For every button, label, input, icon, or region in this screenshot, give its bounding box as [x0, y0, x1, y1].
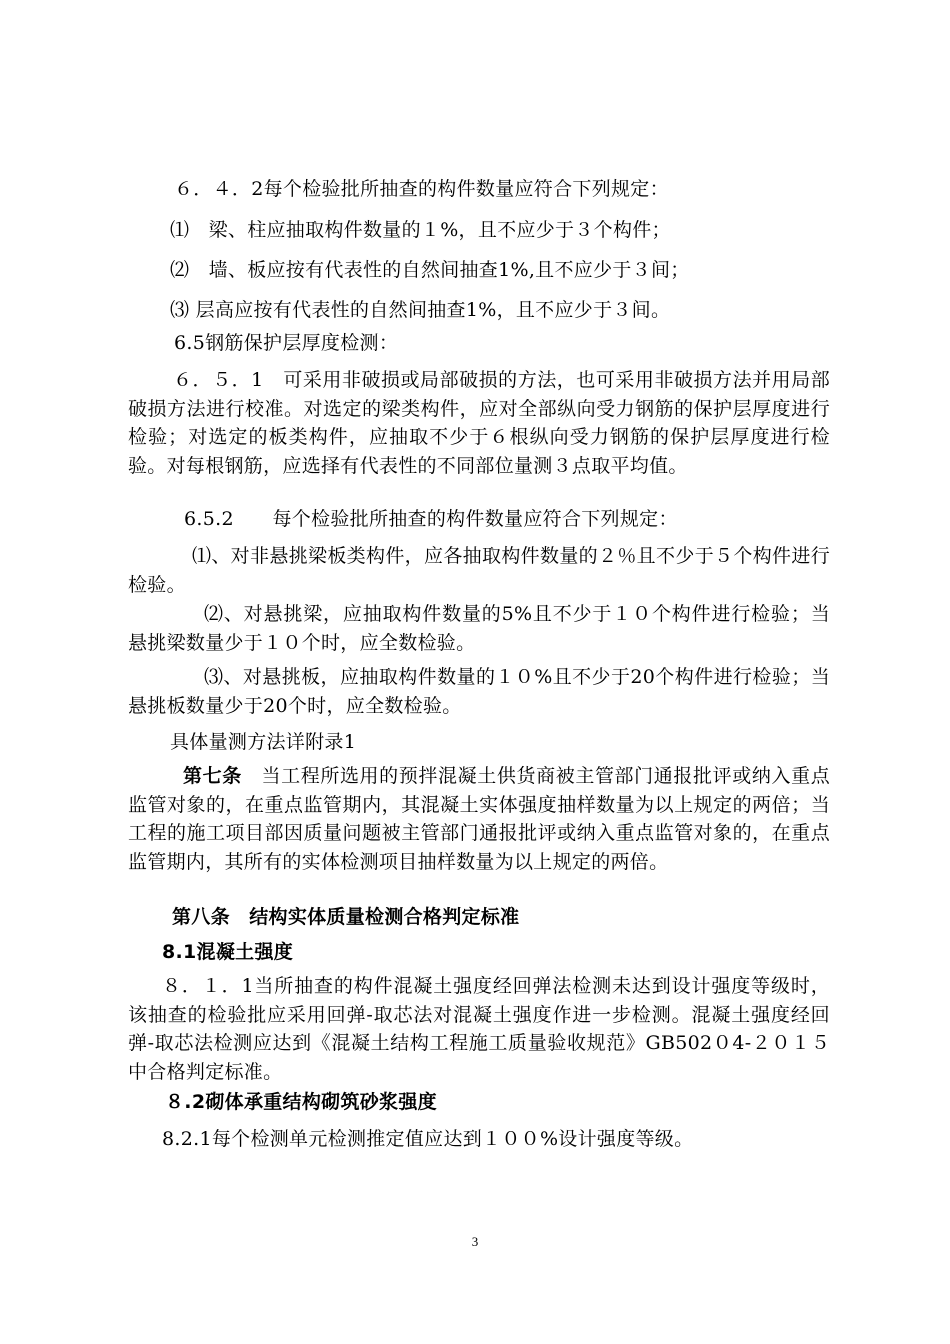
section-8-2-heading: ８.2砌体承重结构砌筑砂浆强度	[165, 1091, 437, 1113]
clause-6-5-2-item-1: ⑴、对非悬挑梁板类构件，应各抽取构件数量的２％且不少于５个构件进行检验。	[128, 545, 830, 596]
article-8-label: 第八条	[172, 906, 230, 928]
clause-6-5-2-item-3: ⑶、对悬挑板，应抽取构件数量的１０%且不少于20个构件进行检验；当悬挑板数量少于20个时，应全数检验。	[128, 666, 830, 717]
clause-8-2-1: 8.2.1每个检测单元检测推定值应达到１００%设计强度等级。	[162, 1128, 694, 1150]
appendix-reference: 具体量测方法详附录1	[170, 731, 357, 753]
section-8-1-heading: 8.1混凝土强度	[162, 941, 294, 963]
clause-6-4-2-item-3: ⑶ 层高应按有代表性的自然间抽查1%，且不应少于３间。	[170, 299, 671, 321]
clause-6-5-1	[128, 366, 830, 480]
section-6-5-heading: 6.5钢筋保护层厚度检测：	[174, 332, 399, 354]
clause-6-4-2-heading: ６．４．2每个检验批所抽查的构件数量应符合下列规定：	[174, 178, 669, 200]
clause-6-4-2-item-2: ⑵ 墙、板应按有代表性的自然间抽查1%,且不应少于３间；	[170, 259, 690, 281]
clause-6-5-1-text: 可采用非破损或局部破损的方法，也可采用非破损方法并用局部破损方法进行校准。对选定的梁类构件，应对全部纵向受力钢筋的保护层厚度进行检验；对选定的板类构件，应抽取不少于６根纵向受力钢筋的保护层厚度进行检验。对每根钢筋，应选择有代表性的不同部位量测３点取平均值。	[128, 369, 831, 477]
article-8-title: 结构实体质量检测合格判定标准	[249, 906, 520, 928]
page-number: 3	[471, 1234, 479, 1249]
clause-6-4-2-item-1: ⑴ 梁、柱应抽取构件数量的１%，且不应少于３个构件；	[170, 219, 671, 241]
clause-6-5-1-number: ６．５．1	[173, 369, 264, 391]
clause-6-5-2-item-2: ⑵、对悬挑梁，应抽取构件数量的5%且不少于１０个构件进行检验；当悬挑梁数量少于１０个时，应全数检验。	[128, 603, 830, 654]
clause-6-5-2-heading: 6.5.2 每个检验批所抽查的构件数量应符合下列规定：	[184, 508, 678, 530]
article-7-label: 第七条	[183, 765, 242, 787]
article-7-text: 当工程所选用的预拌混凝土供货商被主管部门通报批评或纳入重点监管对象的，在重点监管期内，其混凝土实体强度抽样数量为以上规定的两倍；当工程的施工项目部因质量问题被主管部门通报批评或纳入重点监管对象的，在重点监管期内，其所有的实体检测项目抽样数量为以上规定的两倍。	[128, 765, 831, 873]
clause-8-1-1: ８．１．1当所抽查的构件混凝土强度经回弹法检测未达到设计强度等级时，该抽查的检验批应采用回弹-取芯法对混凝土强度作进一步检测。混凝土强度经回弹-取芯法检测应达到《混凝土结构工程施工质量验收规范》GB502０4-２０１５中合格判定标准。	[128, 975, 830, 1083]
article-7	[128, 762, 830, 876]
article-8-heading	[172, 903, 519, 931]
